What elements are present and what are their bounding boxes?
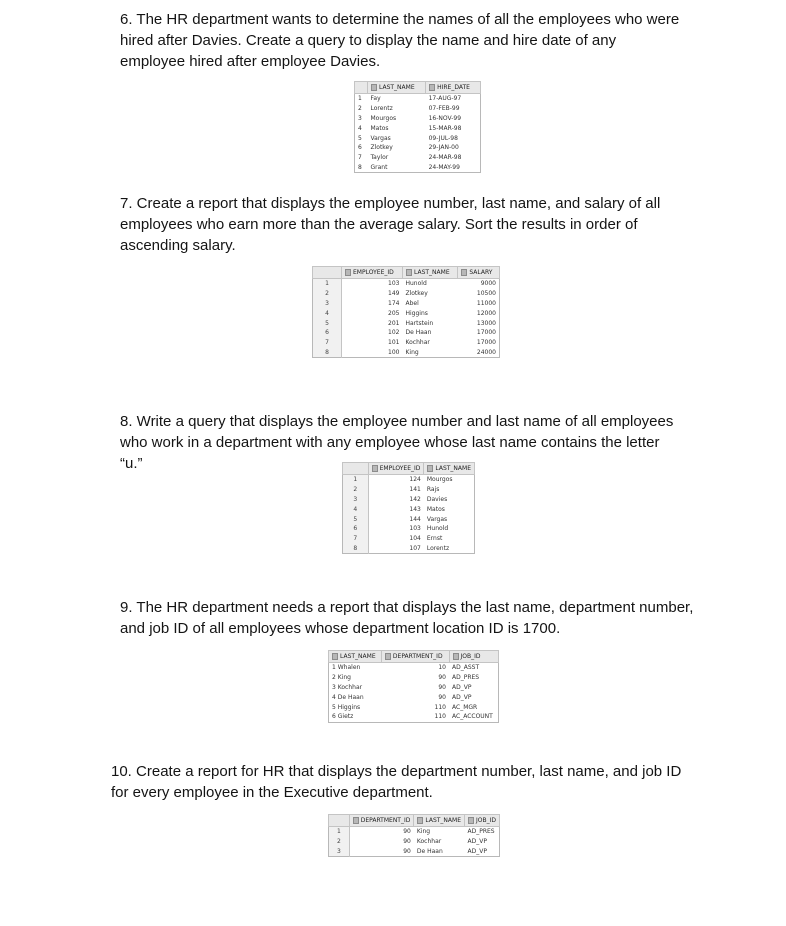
table-row: 3 Mourgos 16-NOV-99 [358, 114, 462, 122]
question-6-text: 6. The HR department wants to determine the names of all the employees who were hired after Davies. Create a query to display the name and hire date of any employee hired after employee Davies. [120, 11, 680, 70]
question-10-text: 10. Create a report for HR that displays the department number, last name, and job ID for every employee in the Executive department. [111, 763, 682, 801]
question-9-text: 9. The HR department needs a report that displays the last name, department number, and job ID of all employees whose department location ID is 1700. [120, 599, 694, 637]
table-row: 8 Grant 24-MAY-99 [358, 163, 460, 171]
table-row: 3 90 De Haan AD_VP [329, 847, 500, 857]
table-row: 4 143 Matos [343, 504, 475, 514]
q8-result-table [342, 462, 475, 554]
table-row: 2 90 Kochhar AD_VP [329, 837, 500, 847]
sort-icon [417, 817, 423, 824]
sort-icon [353, 817, 359, 824]
table-row: 4 De Haan 90 AD_VP [332, 693, 472, 701]
column-header[interactable]: HIRE_DATE [426, 82, 481, 94]
table-row: 1 Fay 17-AUG-97 [358, 95, 462, 103]
sort-icon [427, 465, 433, 472]
column-header[interactable]: LAST_NAME [414, 815, 465, 827]
q6-result-table [354, 81, 481, 173]
column-header[interactable]: LAST_NAME [368, 82, 426, 94]
column-header[interactable]: EMPLOYEE_ID [368, 463, 424, 475]
table-row: 8 100 King 24000 [313, 348, 500, 358]
table-row: 5 Vargas 09-JUL-98 [358, 134, 458, 142]
table-row: 1 103 Hunold 9000 [313, 279, 500, 289]
table-row: 4 Matos 15-MAR-98 [358, 124, 462, 132]
table-row: 1 Whalen 10 AD_ASST [332, 664, 480, 672]
table-row: 2 149 Zlotkey 10500 [313, 289, 500, 299]
table-row: 3 142 Davies [343, 495, 475, 505]
sort-icon [371, 84, 377, 91]
table-row: 3 174 Abel 11000 [313, 299, 500, 309]
table-row: 3 Kochhar 90 AD_VP [332, 683, 472, 691]
q9-result-table [328, 650, 499, 723]
column-header[interactable]: SALARY [458, 267, 500, 279]
table-row: 1 90 King AD_PRES [329, 827, 500, 837]
column-header[interactable]: LAST_NAME [329, 651, 382, 663]
sort-icon [406, 269, 412, 276]
table-row: 2 Lorentz 07-FEB-99 [358, 105, 460, 113]
table-row: 1 124 Mourgos [343, 475, 475, 485]
column-header[interactable]: JOB_ID [465, 815, 500, 827]
table-row: 2 141 Rajs [343, 485, 475, 495]
sort-icon [468, 817, 474, 824]
table-row: 5 201 Hartstein 13000 [313, 318, 500, 328]
table-row: 8 107 Lorentz [343, 544, 475, 554]
question-8-text: 8. Write a query that displays the employee number and last name of all employees who work in a department with any employee whose last name contains the letter “u.” [120, 413, 674, 472]
sort-icon [461, 269, 467, 276]
sort-icon [453, 653, 459, 660]
sort-icon [372, 465, 378, 472]
table-row: 6 Zlotkey 29-JAN-00 [358, 144, 459, 152]
sort-icon [345, 269, 351, 276]
table-row: 6 103 Hunold [343, 524, 475, 534]
sort-icon [429, 84, 435, 91]
table-row: 5 144 Vargas [343, 514, 475, 524]
q10-result-table [328, 814, 500, 857]
column-header[interactable]: LAST_NAME [402, 267, 457, 279]
column-header[interactable]: DEPARTMENT_ID [349, 815, 414, 827]
table-row: 4 205 Higgins 12000 [313, 308, 500, 318]
column-header[interactable]: JOB_ID [449, 651, 499, 663]
sort-icon [332, 653, 338, 660]
column-header[interactable]: LAST_NAME [424, 463, 475, 475]
table-row: 2 King 90 AD_PRES [332, 674, 480, 682]
column-header[interactable]: EMPLOYEE_ID [342, 267, 403, 279]
column-header[interactable]: DEPARTMENT_ID [381, 651, 449, 663]
question-7-text: 7. Create a report that displays the employee number, last name, and salary of all employees who earn more than the average salary. Sort the results in order of ascending salary. [120, 195, 661, 254]
table-row: 7 101 Kochhar 17000 [313, 338, 500, 348]
table-row: 6 Gietz 110 AC_ACCOUNT [332, 713, 493, 721]
table-row: 7 104 Ernst [343, 534, 475, 544]
sort-icon [385, 653, 391, 660]
table-row: 7 Taylor 24-MAR-98 [358, 154, 462, 162]
q7-result-table [312, 266, 500, 358]
table-row: 6 102 De Haan 17000 [313, 328, 500, 338]
table-row: 5 Higgins 110 AC_MGR [332, 703, 478, 711]
